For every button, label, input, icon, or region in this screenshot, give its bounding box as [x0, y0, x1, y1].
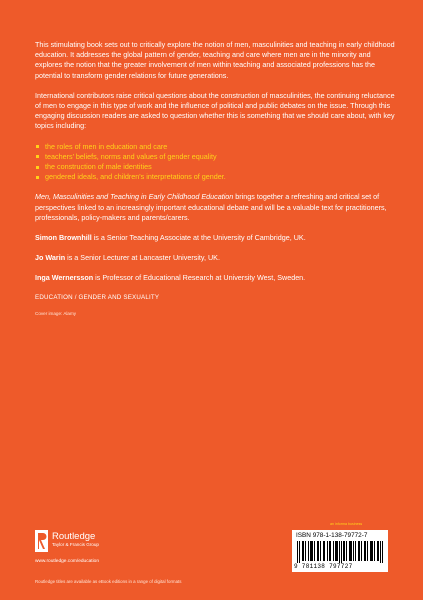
author-description: is Professor of Educational Research at University West, Sweden.	[93, 273, 306, 283]
routledge-r-icon	[35, 530, 48, 552]
author-name: Simon Brownhill	[35, 233, 92, 243]
intro-paragraph: This stimulating book sets out to critically explore the notion of men, masculinities and teaching in early childhood education. It addresses the global pattern of gender, teaching and care where men are in the minority and explores the notion that the greater involvement of men within teaching and associated professions has the potential to transform gender relations for future generations.	[35, 40, 395, 80]
book-title: Men, Masculinities and Teaching in Early Childhood Education	[35, 192, 234, 202]
barcode-digits: 9 781138 797727	[294, 563, 353, 570]
author-description: is a Senior Lecturer at Lancaster University, UK.	[65, 253, 220, 263]
key-topic-item: the roles of men in education and care	[35, 142, 395, 152]
publisher-name: Routledge	[52, 531, 96, 542]
isbn-text: ISBN 978-1-138-79772-7	[296, 532, 368, 539]
author-name: Jo Warin	[35, 253, 66, 263]
closing-paragraph	[35, 192, 395, 223]
subject-category: EDUCATION / GENDER AND SEXUALITY	[35, 293, 160, 301]
informa-tagline: an informa business	[330, 522, 363, 526]
key-topics-list	[35, 142, 395, 183]
author-bio	[35, 273, 395, 283]
back-cover-text	[35, 40, 395, 316]
key-topic-item: the construction of male identities	[35, 162, 395, 172]
key-topic-item: teachers' beliefs, norms and values of gender equality	[35, 152, 395, 162]
publisher-group: Taylor & Francis Group	[52, 542, 99, 547]
publisher-url: www.routledge.com/education	[35, 559, 99, 564]
isbn-barcode	[292, 530, 388, 572]
author-name: Inga Wernersson	[35, 273, 94, 283]
barcode-icon	[297, 541, 383, 563]
key-topic-item: gendered ideals, and children's interpretations of gender.	[35, 172, 395, 182]
cover-credit: Cover image: Alamy	[35, 310, 77, 316]
ebook-footnote: Routledge titles are available as eBook editions in a range of digital formats	[35, 579, 182, 584]
closing-text: brings together a refreshing and critical set of perspectives linked to an increasingly important educational debate and will be a valuable text for practitioners, professionals, policy-makers and parents/carers.	[35, 192, 387, 222]
contributors-paragraph: International contributors raise critical questions about the construction of masculinities, the continuing reluctance of men to engage in this type of work and the influence of political and public debates on the issue. Through this engaging discussion readers are asked to question whether this is something that we should care about, with key topics including:	[35, 90, 395, 131]
author-description: is a Senior Teaching Associate at the University of Cambridge, UK.	[91, 233, 306, 243]
author-bio	[35, 233, 395, 243]
author-bio	[35, 253, 395, 263]
